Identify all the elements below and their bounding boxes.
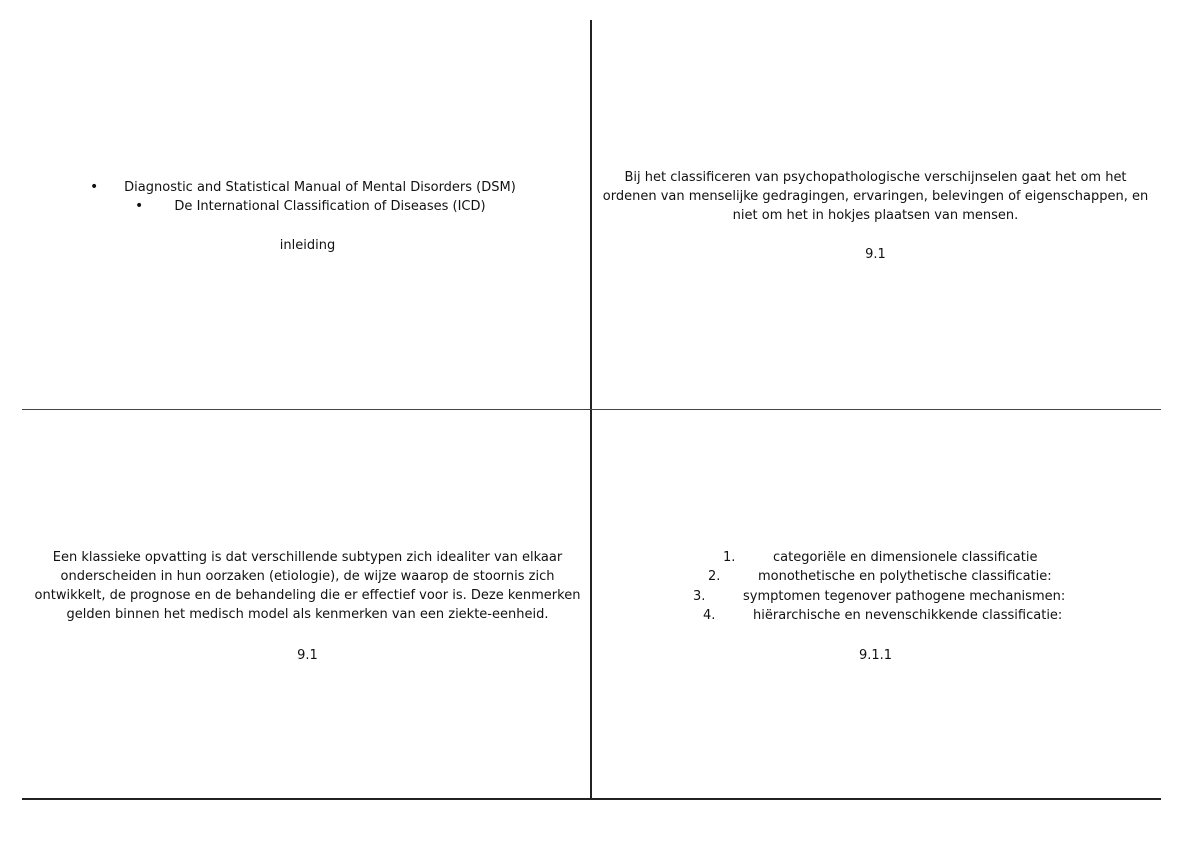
- list-item: [598, 567, 1153, 586]
- list-number: 2.: [708, 569, 721, 585]
- bullet-icon: •: [135, 198, 144, 214]
- bullet-text: De International Classification of Diseases (ICD): [174, 199, 486, 214]
- bullet-list: [40, 178, 580, 216]
- list-number: 3.: [693, 588, 706, 604]
- card-reference: 9.1: [297, 648, 318, 663]
- bullet-text: Diagnostic and Statistical Manual of Mental Disorders (DSM): [124, 180, 516, 195]
- vertical-divider: [590, 20, 592, 800]
- list-text: categoriële en dimensionele classificatie: [773, 550, 1038, 565]
- horizontal-divider-bottom: [22, 798, 1161, 800]
- card-reference: 9.1.1: [858, 648, 893, 663]
- list-item: [598, 548, 1153, 567]
- list-number: 1.: [723, 550, 736, 565]
- bullet-item: [40, 178, 580, 197]
- list-item: [598, 587, 1153, 606]
- card-reference: 9.1: [865, 247, 886, 262]
- card-paragraph: Bij het classificeren van psychopathologische verschijnselen gaat het om het ordenen van menselijke gedragingen, ervaringen, belevingen of eigenschappen, en niet om het in hokjes plaatsen van mensen.: [602, 170, 1149, 223]
- list-item: [598, 606, 1153, 625]
- list-text: monothetische en polythetische classificatie:: [758, 569, 1052, 585]
- bullet-icon: •: [90, 179, 99, 195]
- list-text: symptomen tegenover pathogene mechanismen:: [743, 588, 1066, 604]
- bullet-item: [40, 197, 580, 216]
- card-subtitle: inleiding: [279, 238, 336, 253]
- numbered-list: [598, 548, 1153, 625]
- horizontal-divider-middle: [22, 409, 1161, 410]
- card-paragraph: Een klassieke opvatting is dat verschillende subtypen zich idealiter van elkaar onderscheiden in hun oorzaken (etiologie), de wijze waarop de stoornis zich ontwikkelt, de prognose en de behandeling die er effectief voor is. Deze kenmerken gelden binnen het medisch model als kenmerken van een ziekte-eenheid.: [34, 550, 581, 622]
- list-number: 4.: [703, 607, 716, 623]
- list-text: hiërarchische en nevenschikkende classificatie:: [753, 607, 1063, 623]
